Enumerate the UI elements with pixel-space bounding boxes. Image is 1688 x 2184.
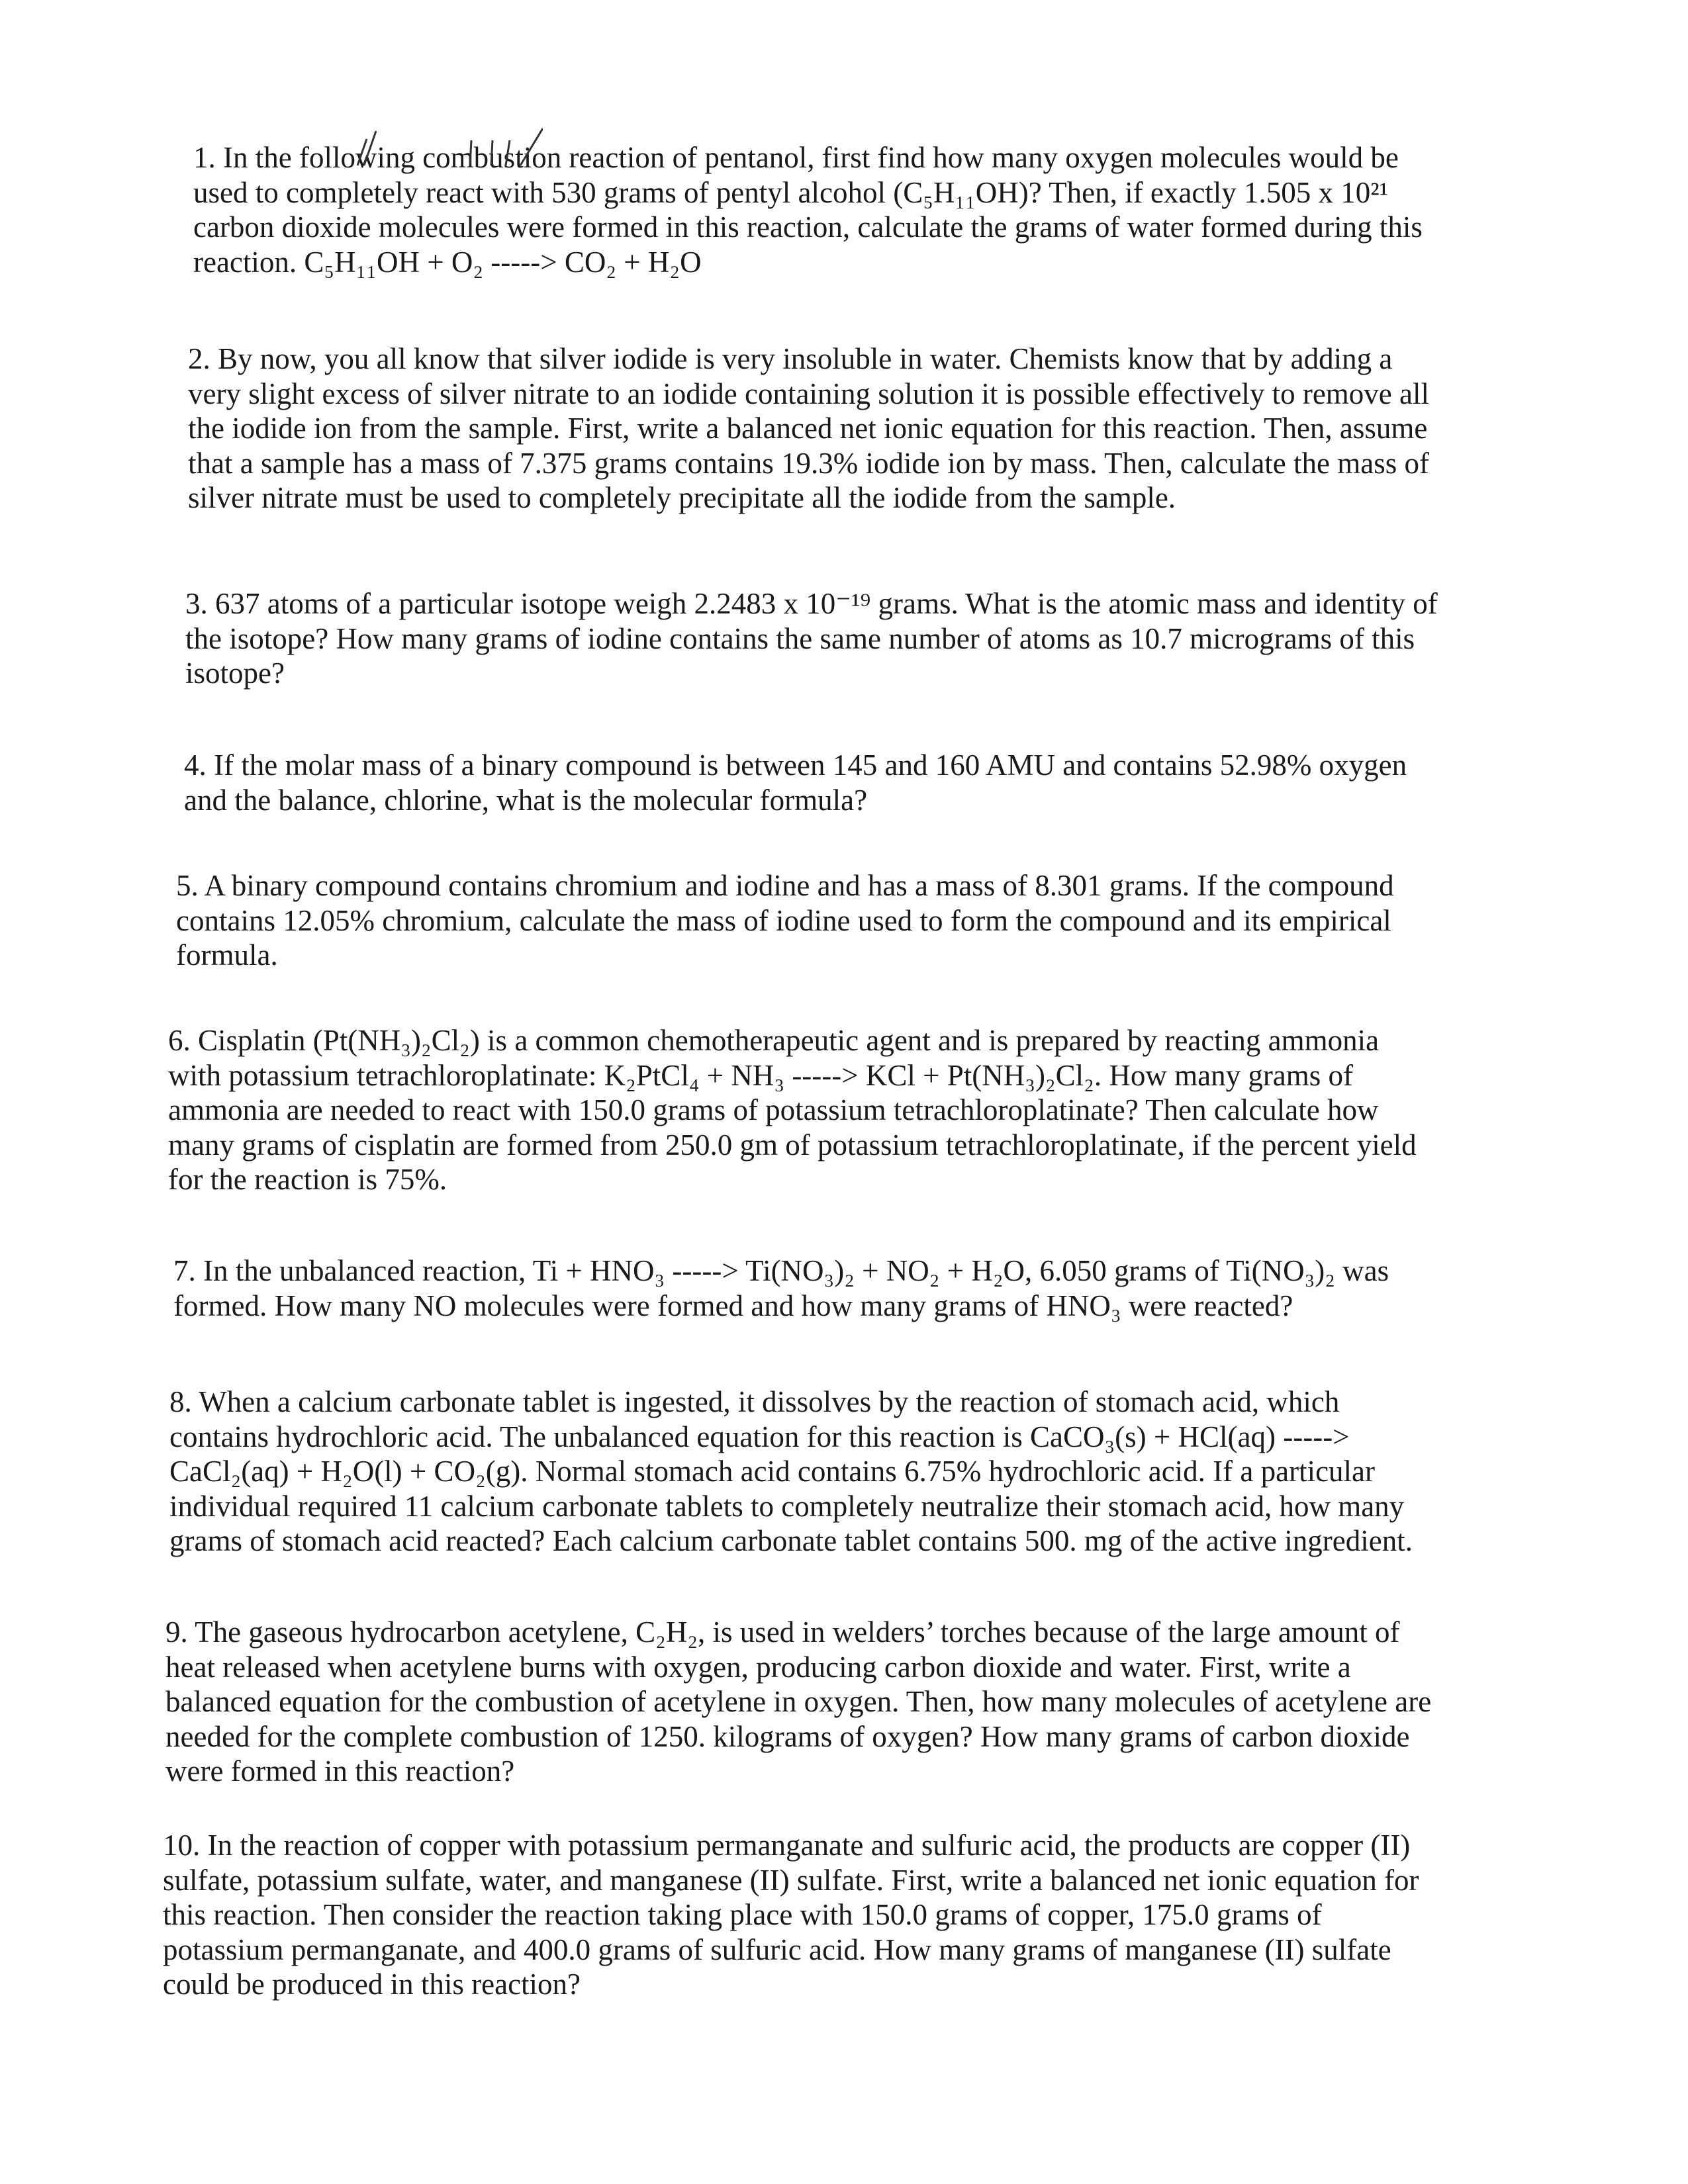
question-line: 8. When a calcium carbonate tablet is ingested, it dissolves by the reaction of stomach acid, which [169,1385,1340,1418]
question-line: grams of stomach acid reacted? Each calcium carbonate tablet contains 500. mg of the active ingredient. [169,1524,1413,1557]
question-8 [169,1385,1413,1559]
question-line: this reaction. Then consider the reaction taking place with 150.0 grams of copper, 175.0 grams of [163,1898,1322,1931]
question-line: many grams of cisplatin are formed from 250.0 gm of potassium tetrachloroplatinate, if the percent yield [168,1128,1417,1161]
question-line: with potassium tetrachloroplatinate: K₂PtCl₄ + NH₃ -----> KCl + Pt(NH₃)₂Cl₂. How many grams of [168,1058,1354,1092]
question-3 [185,586,1438,691]
question-line: balanced equation for the combustion of acetylene in oxygen. Then, how many molecules of acetylene are [165,1685,1432,1718]
question-line: CaCl₂(aq) + H₂O(l) + CO₂(g). Normal stomach acid contains 6.75% hydrochloric acid. If a particular [169,1455,1376,1488]
question-line: sulfate, potassium sulfate, water, and manganese (II) sulfate. First, write a balanced net ionic equation for [163,1863,1419,1897]
question-9 [165,1615,1431,1789]
question-2 [188,341,1429,516]
question-line: 6. Cisplatin (Pt(NH₃)₂Cl₂) is a common chemotherapeutic agent and is prepared by reacting ammonia [168,1024,1380,1057]
question-10 [163,1828,1419,2002]
question-line: 3. 637 atoms of a particular isotope weigh 2.2483 x 10⁻¹⁹ grams. What is the atomic mass and identity of [185,587,1438,620]
question-line: contains 12.05% chromium, calculate the mass of iodine used to form the compound and its empirical [176,903,1391,937]
question-line: for the reaction is 75%. [168,1163,447,1196]
question-line: very slight excess of silver nitrate to an iodide containing solution it is possible effectively to remove all [188,377,1429,410]
question-line: carbon dioxide molecules were formed in this reaction, calculate the grams of water formed during this [193,210,1423,244]
question-line: the iodide ion from the sample. First, write a balanced net ionic equation for this reaction. Then, assume [188,412,1428,445]
question-line: heat released when acetylene burns with oxygen, producing carbon dioxide and water. First, write a [165,1650,1351,1684]
question-line: 4. If the molar mass of a binary compound is between 145 and 160 AMU and contains 52.98% oxygen [184,749,1407,782]
question-line: 7. In the unbalanced reaction, Ti + HNO₃ -----> Ti(NO₃)₂ + NO₂ + H₂O, 6.050 grams of Ti(NO₃)₂ was [173,1254,1389,1287]
question-line: 1. In the following combustion reaction of pentanol, first find how many oxygen molecules would be [193,141,1399,174]
question-line: the isotope? How many grams of iodine contains the same number of atoms as 10.7 micrograms of this [185,621,1415,655]
question-line: reaction. C₅H₁₁OH + O₂ -----> CO₂ + H₂O [193,245,702,279]
question-line: were formed in this reaction? [165,1754,515,1788]
question-line: formed. How many NO molecules were formed and how many grams of HNO₃ were reacted? [173,1289,1293,1322]
question-4 [184,748,1407,817]
question-line: 5. A binary compound contains chromium and iodine and has a mass of 8.301 grams. If the compound [176,869,1394,902]
question-line: used to completely react with 530 grams of pentyl alcohol (C₅H₁₁OH)? Then, if exactly 1.505 x 10²¹ [193,175,1389,209]
question-line: could be produced in this reaction? [163,1968,581,2001]
question-line: isotope? [185,657,285,690]
question-line: 2. By now, you all know that silver iodide is very insoluble in water. Chemists know that by adding a [188,342,1393,375]
question-line: needed for the complete combustion of 1250. kilograms of oxygen? How many grams of carbon dioxide [165,1719,1410,1753]
question-line: individual required 11 calcium carbonate tablets to completely neutralize their stomach acid, how many [169,1489,1405,1523]
question-5 [176,868,1394,973]
question-7 [173,1253,1389,1323]
question-6 [168,1023,1417,1197]
question-line: contains hydrochloric acid. The unbalanced equation for this reaction is CaCO₃(s) + HCl(aq) -----> [169,1420,1350,1453]
question-line: and the balance, chlorine, what is the molecular formula? [184,783,868,817]
question-line: silver nitrate must be used to completely precipitate all the iodide from the sample. [188,481,1176,514]
question-line: formula. [176,938,278,972]
question-line: 10. In the reaction of copper with potassium permanganate and sulfuric acid, the products are copper (II) [163,1829,1411,1862]
question-line: that a sample has a mass of 7.375 grams contains 19.3% iodide ion by mass. Then, calculate the mass of [188,446,1429,480]
question-line: 9. The gaseous hydrocarbon acetylene, C₂H₂, is used in welders’ torches because of the large amount of [165,1615,1400,1649]
question-line: potassium permanganate, and 400.0 grams of sulfuric acid. How many grams of manganese (II) sulfate [163,1933,1391,1966]
handwritten-check-marks [344,126,543,179]
question-line: ammonia are needed to react with 150.0 grams of potassium tetrachloroplatinate? Then calculate how [168,1093,1379,1126]
